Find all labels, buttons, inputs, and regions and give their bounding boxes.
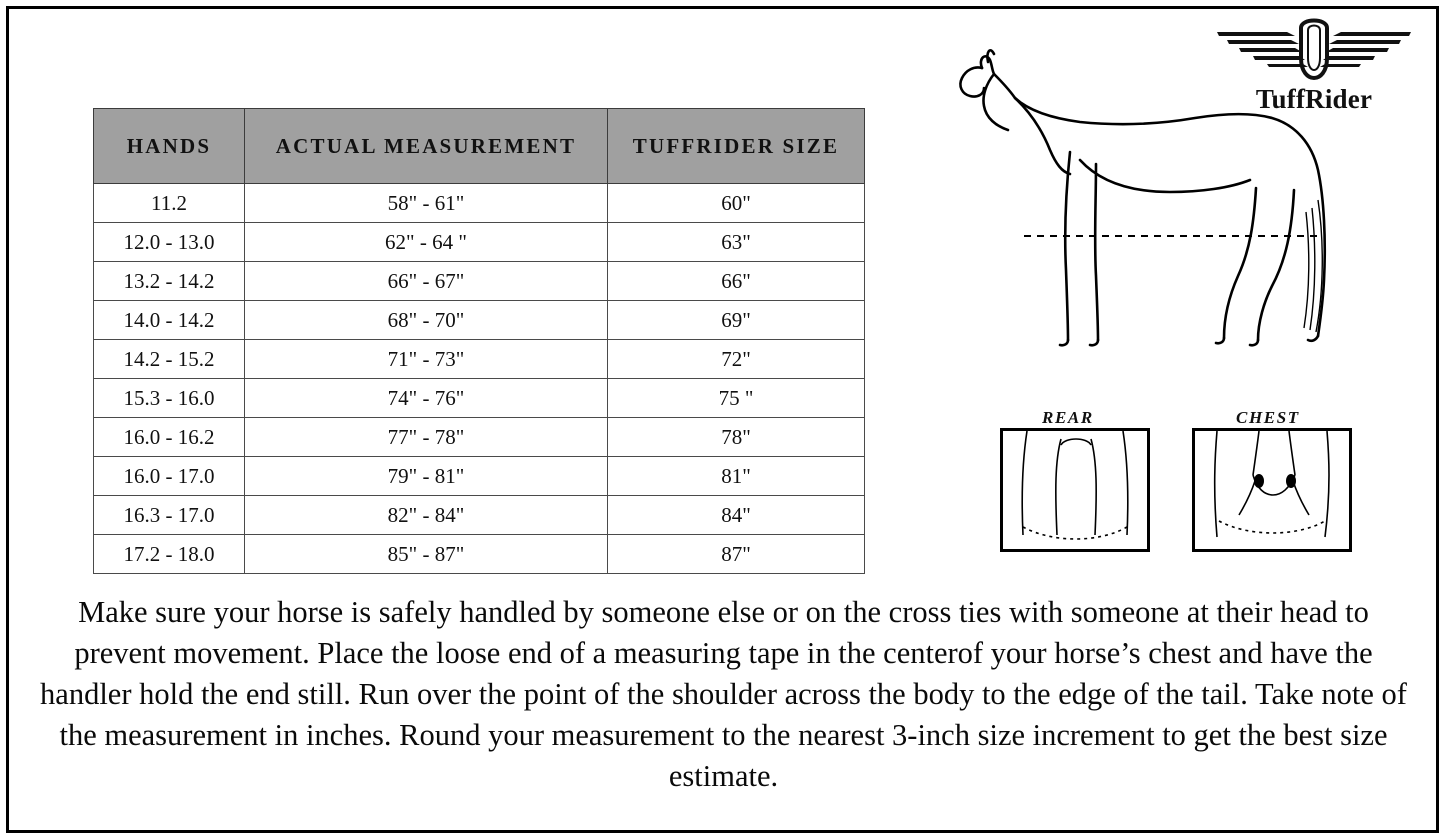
cell-size: 81" (608, 457, 865, 496)
table-row (94, 457, 865, 496)
table-header-row (94, 109, 865, 184)
cell-size: 87" (608, 535, 865, 574)
cell-actual: 66" - 67" (245, 262, 608, 301)
table-row (94, 301, 865, 340)
cell-actual: 62" - 64 " (245, 223, 608, 262)
table-row (94, 223, 865, 262)
cell-size: 63" (608, 223, 865, 262)
cell-hands: 14.2 - 15.2 (94, 340, 245, 379)
cell-actual: 82" - 84" (245, 496, 608, 535)
size-chart-table (93, 108, 865, 574)
instructions-text: Make sure your horse is safely handled by someone else or on the cross ties with someone at their head to prevent movement. Place the loose end of a measuring tape in the centerof your horse’s chest and have the handler hold the end still. Run over the point of the shoulder across the body to the edge of the tail. Take note of the measurement in inches. Round your measurement to the nearest 3-inch size increment to get the best size estimate. (40, 595, 1407, 793)
chest-view-label: CHEST (1236, 408, 1300, 427)
cell-size: 84" (608, 496, 865, 535)
table-row (94, 379, 865, 418)
column-header-hands: HANDS (94, 109, 245, 184)
horse-rear-outline-icon (1000, 428, 1150, 552)
cell-hands: 16.0 - 17.0 (94, 457, 245, 496)
cell-actual: 74" - 76" (245, 379, 608, 418)
cell-actual: 79" - 81" (245, 457, 608, 496)
horse-chest-outline-icon (1192, 428, 1352, 552)
column-header-tuffrider-size: TUFFRIDER SIZE (608, 109, 865, 184)
table-row (94, 418, 865, 457)
column-header-actual-measurement: ACTUAL MEASUREMENT (245, 109, 608, 184)
cell-size: 69" (608, 301, 865, 340)
cell-hands: 16.3 - 17.0 (94, 496, 245, 535)
cell-hands: 12.0 - 13.0 (94, 223, 245, 262)
cell-size: 72" (608, 340, 865, 379)
cell-hands: 14.0 - 14.2 (94, 301, 245, 340)
cell-hands: 13.2 - 14.2 (94, 262, 245, 301)
cell-actual: 77" - 78" (245, 418, 608, 457)
cell-hands: 15.3 - 16.0 (94, 379, 245, 418)
cell-size: 75 " (608, 379, 865, 418)
cell-size: 60" (608, 184, 865, 223)
horse-side-outline-icon (920, 40, 1390, 390)
brand-name: TuffRider (1255, 84, 1373, 114)
cell-hands: 17.2 - 18.0 (94, 535, 245, 574)
rear-view-label: REAR (1042, 408, 1094, 427)
cell-actual: 68" - 70" (245, 301, 608, 340)
cell-actual: 71" - 73" (245, 340, 608, 379)
cell-actual: 85" - 87" (245, 535, 608, 574)
table-row (94, 340, 865, 379)
cell-actual: 58" - 61" (245, 184, 608, 223)
cell-size: 66" (608, 262, 865, 301)
table-row (94, 262, 865, 301)
cell-hands: 11.2 (94, 184, 245, 223)
cell-size: 78" (608, 418, 865, 457)
table-row (94, 496, 865, 535)
table-row (94, 184, 865, 223)
table-row (94, 535, 865, 574)
cell-hands: 16.0 - 16.2 (94, 418, 245, 457)
